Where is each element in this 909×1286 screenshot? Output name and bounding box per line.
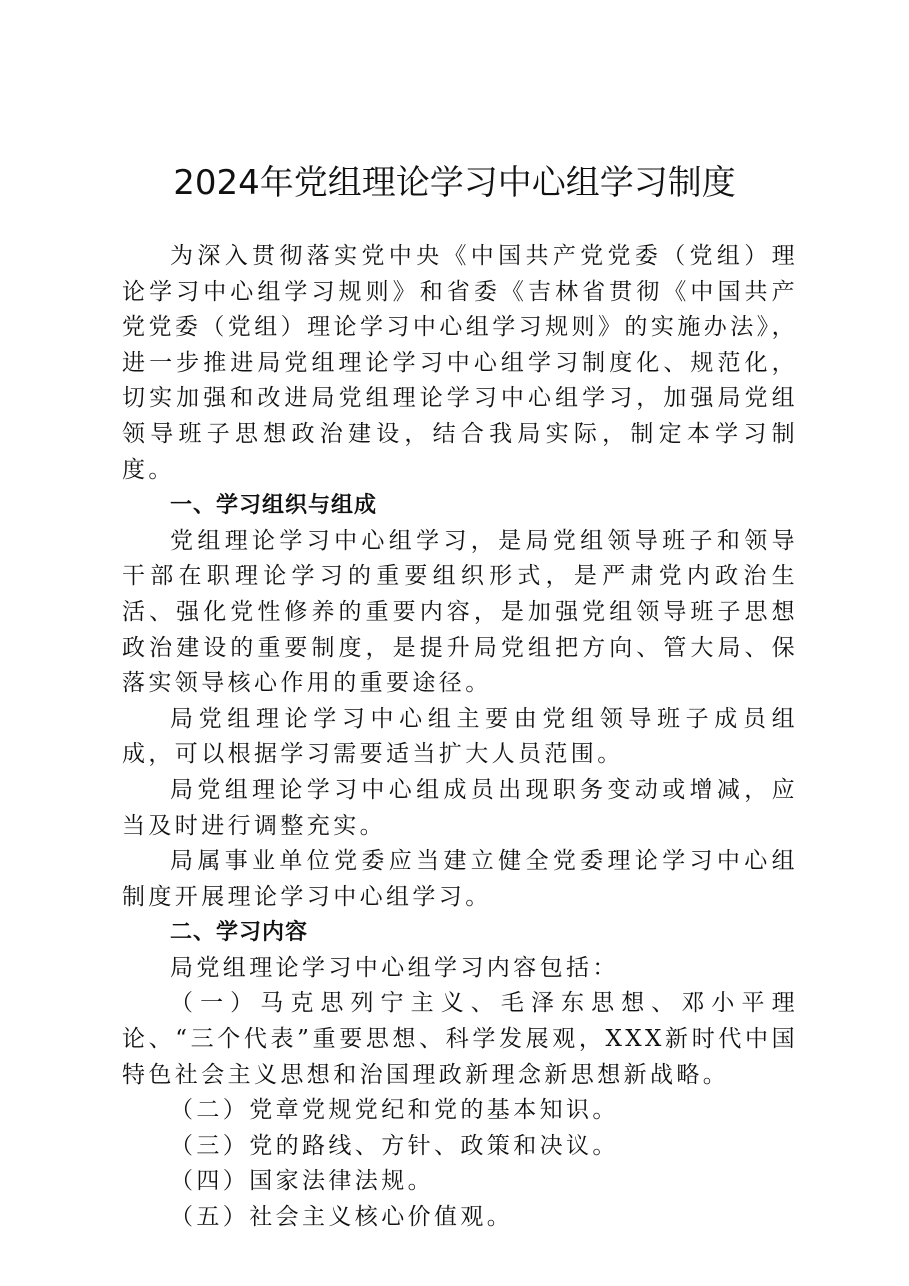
- paragraph-content-intro: 局党组理论学习中心组学习内容包括：: [170, 954, 619, 981]
- paragraph-members: 局党组理论学习中心组主要由党组领导班子成员组成，可以根据学习需要适当扩大人员范围。: [122, 705, 798, 768]
- paragraph-study-form: 党组理论学习中心组学习，是局党组领导班子和领导干部在职理论学习的重要组织形式，是严肃党内政治生活、强化党性修养的重要内容，是加强党组领导班子思想政治建设的重要制度，是提升局党组把方向、管大局、保落实领导核心作用的重要途径。: [122, 527, 798, 697]
- intro-paragraph: 为深入贯彻落实党中央《中国共产党党委（党组）理论学习中心组学习规则》和省委《吉林省贯彻《中国共产党党委（党组）理论学习中心组学习规则》的实施办法》，进一步推进局党组理论学习中心组学习制度化、规范化，切实加强和改进局党组理论学习中心组学习，加强局党组领导班子思想政治建设，结合我局实际，制定本学习制度。: [122, 243, 798, 483]
- list-item-1: （一）马克思列宁主义、毛泽东思想、邓小平理论、“三个代表”重要思想、科学发展观，XXX新时代中国特色社会主义思想和治国理政新理念新思想新战略。: [122, 990, 798, 1088]
- list-item-3: （三）党的路线、方针、政策和决议。: [170, 1132, 619, 1159]
- paragraph-member-changes: 局党组理论学习中心组成员出现职务变动或增减，应当及时进行调整充实。: [122, 776, 798, 839]
- list-item-5: （五）社会主义核心价值观。: [170, 1204, 514, 1231]
- section-heading-content: 二、学习内容: [170, 920, 309, 946]
- paragraph-subordinate-units: 局属事业单位党委应当建立健全党委理论学习中心组制度开展理论学习中心组学习。: [122, 848, 798, 910]
- document-body: [122, 239, 798, 1236]
- section-heading-organization: 一、学习组织与组成: [170, 493, 378, 519]
- document-title: 2024年党组理论学习中心组学习制度: [173, 163, 736, 203]
- list-item-2: （二）党章党规党纪和党的基本知识。: [170, 1097, 619, 1124]
- list-item-4: （四）国家法律法规。: [170, 1168, 434, 1195]
